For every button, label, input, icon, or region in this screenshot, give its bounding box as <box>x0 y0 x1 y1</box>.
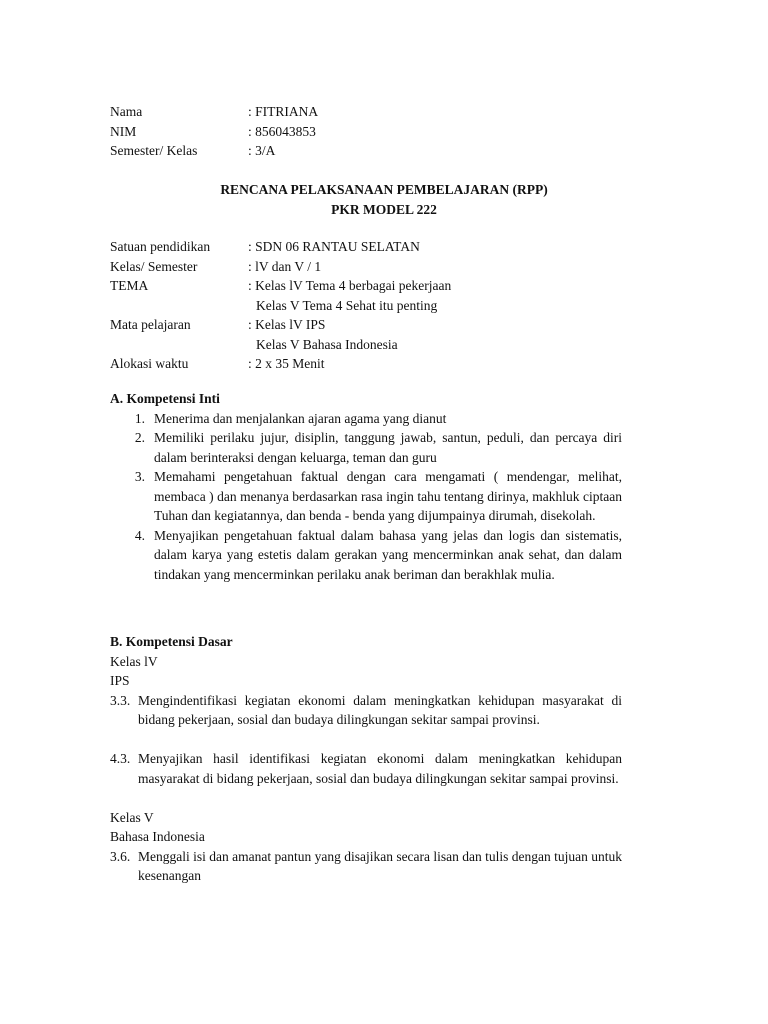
list-text: Memahami pengetahuan faktual dengan cara mengamati ( mendengar, melihat, membaca ) dan menanya berdasarkan rasa ingin tahu tentang dirinya, makhluk ciptaan Tuhan dan kegiatannya, dan benda - benda yang dijumpainya dirumah, disekolah. <box>154 469 622 523</box>
section-kompetensi-inti <box>110 389 622 584</box>
info-block <box>110 237 622 374</box>
mapel-continuation: Kelas V Bahasa Indonesia <box>256 336 398 352</box>
field-value: : Kelas lV IPS <box>248 317 326 332</box>
kd-item-4-3 <box>110 749 622 788</box>
field-value: : 3/A <box>248 143 276 158</box>
kd-item-3-6 <box>110 847 622 886</box>
field-value: : FITRIANA <box>248 104 319 119</box>
list-item <box>110 526 622 585</box>
kd-number: 4.3. <box>110 751 131 766</box>
list-text: Memiliki perilaku jujur, disiplin, tanggung jawab, santun, peduli, dan percaya diri dalam berinteraksi dengan keluarga, teman dan guru <box>154 430 622 465</box>
info-row-satuan <box>110 237 622 257</box>
info-row-kelas <box>110 257 622 277</box>
list-number: 2. <box>134 430 145 445</box>
list-item <box>110 409 622 429</box>
info-row-tema <box>110 276 622 296</box>
kd-text: Menyajikan hasil identifikasi kegiatan ekonomi dalam meningkatkan kehidupan masyarakat di bidang pekerjaan, sosial dan budaya dilingkungan sekitar sampai provinsi. <box>138 751 622 786</box>
field-value: : 2 x 35 Menit <box>248 356 325 371</box>
field-value: : 856043853 <box>248 123 316 139</box>
kd-number: 3.3. <box>110 692 131 708</box>
list-text: Menerima dan menjalankan ajaran agama yang dianut <box>154 410 447 426</box>
field-value: : lV dan V / 1 <box>248 258 322 274</box>
field-value: : SDN 06 RANTAU SELATAN <box>248 239 420 254</box>
list-number: 4. <box>134 527 145 543</box>
subject-label: Bahasa Indonesia <box>110 829 205 844</box>
section-kompetensi-dasar <box>110 632 622 886</box>
section-heading: A. Kompetensi Inti <box>110 391 220 406</box>
class-label: Kelas lV <box>110 653 158 669</box>
class-label: Kelas V <box>110 809 154 825</box>
kd-text: Menggali isi dan amanat pantun yang disajikan secara lisan dan tulis dengan tujuan untuk kesenangan <box>138 848 623 883</box>
identity-block <box>110 102 622 161</box>
info-row-mapel <box>110 315 622 335</box>
field-label: Kelas/ Semester <box>110 258 198 274</box>
field-value: : Kelas lV Tema 4 berbagai pekerjaan <box>248 278 452 293</box>
list-item <box>110 428 622 467</box>
identity-row-nim <box>110 122 622 142</box>
field-label: Mata pelajaran <box>110 317 191 332</box>
info-row-alokasi <box>110 354 622 374</box>
subject-label: IPS <box>110 673 130 688</box>
field-label: Nama <box>110 104 143 119</box>
spacer <box>110 788 622 808</box>
title-line-2: PKR MODEL 222 <box>331 201 437 217</box>
kd-text: Mengindentifikasi kegiatan ekonomi dalam meningkatkan kehidupan masyarakat di bidang pekerjaan, sosial dan budaya dilingkungan sekitar sampai provinsi. <box>138 692 622 727</box>
field-label: Alokasi waktu <box>110 356 189 371</box>
field-label: TEMA <box>110 278 149 293</box>
document-title <box>110 180 658 219</box>
kd-item-3-3 <box>110 691 622 730</box>
field-label: NIM <box>110 123 137 139</box>
identity-row-name <box>110 102 622 122</box>
list-text: Menyajikan pengetahuan faktual dalam bahasa yang jelas dan logis dan sistematis, dalam karya yang estetis dalam gerakan yang mencerminkan anak sehat, dan dalam tindakan yang mencerminkan perilaku anak beriman dan berakhlak mulia. <box>154 527 622 582</box>
tema-continuation: Kelas V Tema 4 Sehat itu penting <box>256 297 438 313</box>
kd-number: 3.6. <box>110 848 131 864</box>
list-number: 1. <box>134 410 145 426</box>
list-item <box>110 467 622 526</box>
field-label: Satuan pendidikan <box>110 239 211 254</box>
field-label: Semester/ Kelas <box>110 143 198 158</box>
section-heading: B. Kompetensi Dasar <box>110 634 233 649</box>
list-number: 3. <box>134 469 145 484</box>
spacer <box>110 730 622 750</box>
identity-row-semester <box>110 141 622 161</box>
title-line-1: RENCANA PELAKSANAAN PEMBELAJARAN (RPP) <box>220 182 548 197</box>
